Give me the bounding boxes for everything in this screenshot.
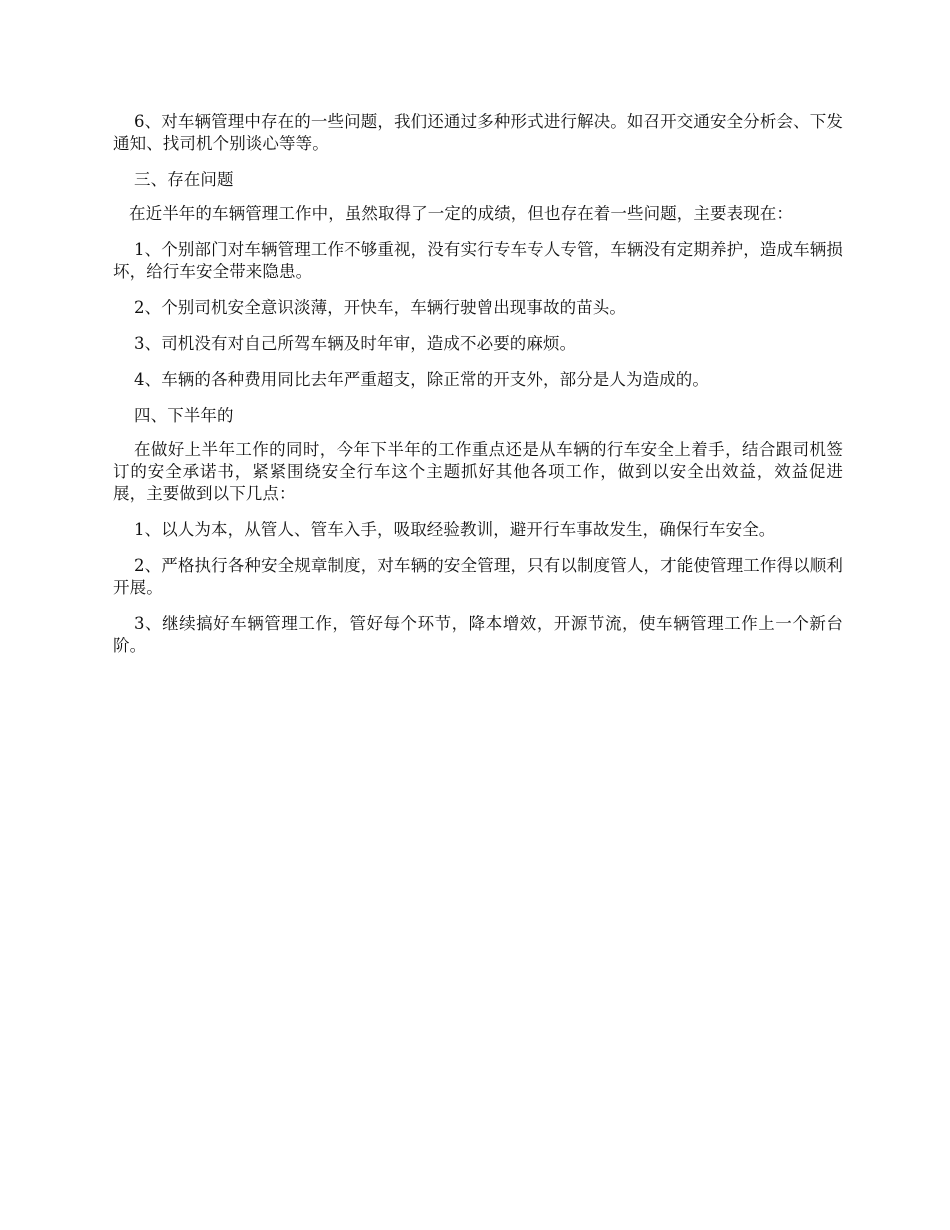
document-body xyxy=(113,111,843,671)
paragraph-problem-1: 1、个别部门对车辆管理工作不够重视，没有实行专车专人专管，车辆没有定期养护，造成车辆损坏，给行车安全带来隐患。 xyxy=(113,240,843,281)
paragraph-plan-1: 1、以人为本，从管人、管车入手，吸取经验教训，避开行车事故发生，确保行车安全。 xyxy=(134,520,776,539)
paragraph-problem-3: 3、司机没有对自己所驾车辆及时年审，造成不必要的麻烦。 xyxy=(134,334,577,353)
paragraph-problems-intro: 在近半年的车辆管理工作中，虽然取得了一定的成绩，但也存在着一些问题，主要表现在： xyxy=(129,204,793,223)
paragraph-plan-2: 2、严格执行各种安全规章制度，对车辆的安全管理，只有以制度管人，才能使管理工作得以顺利开展。 xyxy=(113,556,843,597)
section-heading-second-half: 四、下半年的 xyxy=(134,406,234,425)
section-heading-problems: 三、存在问题 xyxy=(134,170,234,189)
paragraph-item-6-measures: 6、对车辆管理中存在的一些问题，我们还通过多种形式进行解决。如召开交通安全分析会、下发通知、找司机个别谈心等等。 xyxy=(113,112,843,153)
paragraph-second-half-intro: 在做好上半年工作的同时，今年下半年的工作重点还是从车辆的行车安全上着手，结合跟司机签订的安全承诺书，紧紧围绕安全行车这个主题抓好其他各项工作，做到以安全出效益，效益促进展，主要做到以下几点： xyxy=(113,440,843,503)
paragraph-plan-3: 3、继续搞好车辆管理工作，管好每个环节，降本增效，开源节流，使车辆管理工作上一个新台阶。 xyxy=(113,614,843,655)
paragraph-problem-4: 4、车辆的各种费用同比去年严重超支，除正常的开支外，部分是人为造成的。 xyxy=(134,370,709,389)
paragraph-problem-2: 2、个别司机安全意识淡薄，开快车，车辆行驶曾出现事故的苗头。 xyxy=(134,298,626,317)
